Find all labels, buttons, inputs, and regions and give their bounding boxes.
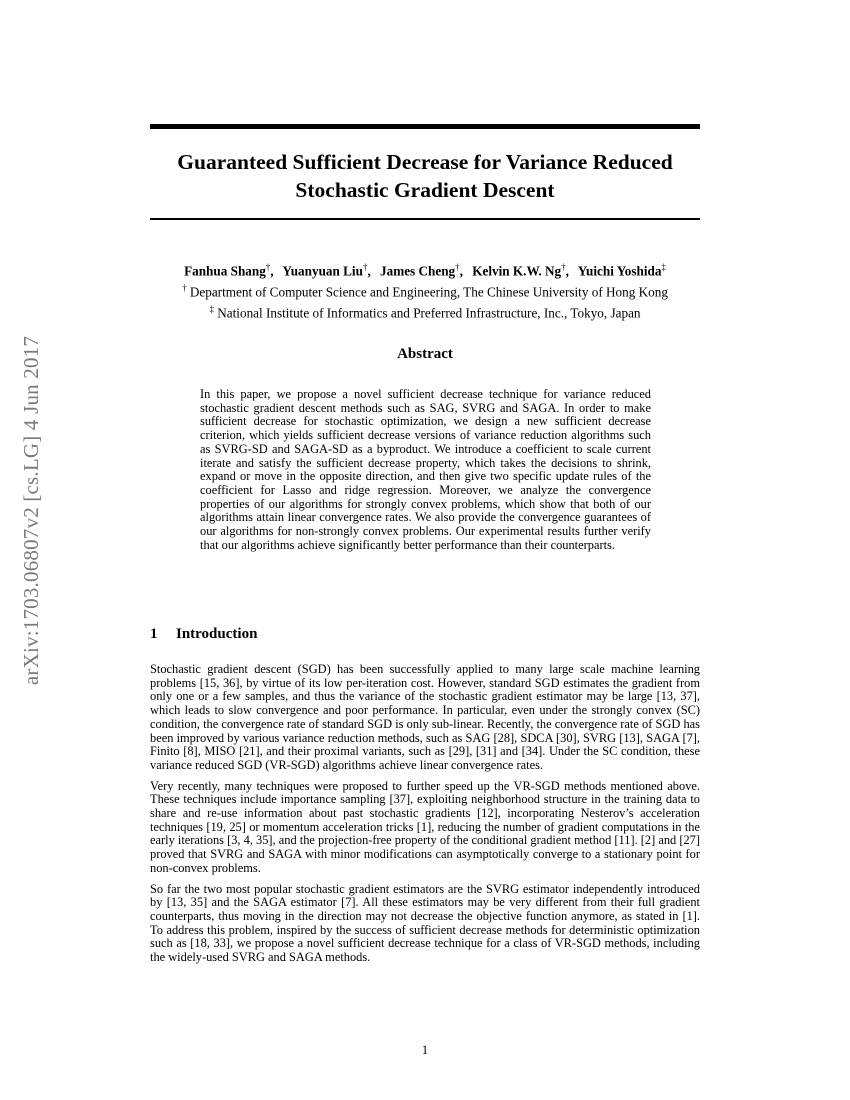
affiliation-text: Department of Computer Science and Engineering, The Chinese University of Hong Kong [189, 284, 668, 300]
paragraph: So far the two most popular stochastic gradient estimators are the SVRG estimator independently introduced by [13, 35] and the SAGA estimator [7]. All these estimators may be very different from their full gradient counterparts, thus moving in the direction may not decrease the objective function anymore, as stated in [1]. To address this problem, inspired by the success of sufficient decrease methods for deterministic optimization such as [18, 33], we propose a novel sufficient decrease technique for a class of VR-SGD methods, including the widely-used SVRG and SAGA methods. [150, 881, 700, 965]
paper-title-line-1: Guaranteed Sufficient Decrease for Variance Reduced [177, 150, 673, 174]
author-mark: † [362, 262, 368, 272]
paper-title [150, 148, 700, 204]
title-rule-top [150, 124, 700, 129]
affiliation-text: National Institute of Informatics and Preferred Infrastructure, Inc., Tokyo, Japan [217, 305, 641, 321]
author-mark: ‡ [661, 262, 666, 272]
section-body [150, 663, 700, 972]
affiliation-mark: † [182, 282, 187, 293]
paragraph: Very recently, many techniques were proposed to further speed up the VR-SGD methods mentioned above. These techniques include importance sampling [37], exploiting neighborhood structure in the training data to share and re-use information about past stochastic gradients [12], incorporating Nesterov’s acceleration techniques [19, 25] or momentum acceleration tricks [1], reducing the number of gradient computations in the early iterations [3, 4, 35], and the projection-free property of the conditional gradient method [11]. [2] and [27] proved that SVRG and SAGA with minor modifications can asymptotically converge to a stationary point for non-convex problems. [150, 778, 700, 875]
abstract-heading: Abstract [397, 346, 453, 362]
affiliation [150, 301, 700, 322]
author-name: Yuanyuan Liu [282, 263, 363, 279]
affiliation-mark: ‡ [209, 303, 214, 314]
affiliation [150, 280, 700, 301]
paragraph: Stochastic gradient descent (SGD) has been successfully applied to many large scale machine learning problems [15, 36], by virtue of its low per-iteration cost. However, standard SGD estimates the gradient from only one or a few samples, and thus the variance of the stochastic gradient estimator may be large [13, 37], which leads to slow convergence and poor performance. In particular, even under the strongly convex (SC) condition, the convergence rate of standard SGD is only sub-linear. Recently, the convergence rate of SGD has been improved by various variance reduction methods, such as SAG [28], SDCA [30], SVRG [13], SAGA [7], Finito [8], MISO [21], and their proximal variants, such as [29], [31] and [34]. Under the SC condition, these variance reduced SGD (VR-SGD) algorithms achieve linear convergence rates. [150, 662, 700, 772]
author-name: Kelvin K.W. Ng [472, 263, 562, 279]
author-name: Yuichi Yoshida [577, 263, 662, 279]
author-name: Fanhua Shang [184, 263, 266, 279]
abstract-text: In this paper, we propose a novel sufficient decrease technique for variance reduced stochastic gradient descent methods such as SAG, SVRG and SAGA. In order to make sufficient decrease for stochastic optimization, we design a new sufficient decrease criterion, which yields sufficient decrease versions of variance reduction algorithms such as SVRG-SD and SAGA-SD as a byproduct. We introduce a coefficient to scale current iterate and satisfy the sufficient decrease property, which takes the decisions to shrink, expand or move in the opposite direction, and then give two specific update rules of the coefficient for Lasso and ridge regression. Moreover, we analyze the convergence properties of our algorithms for strongly convex problems, which show that both of our algorithms attain linear convergence rates. We also provide the convergence guarantees of our algorithms for non-strongly convex problems. Our experimental results further verify that our algorithms achieve significantly better performance than their counterparts. [200, 387, 651, 552]
author-block [150, 259, 700, 322]
page-number: 1 [421, 1043, 429, 1057]
author-mark: † [265, 262, 271, 272]
section-title: Introduction [176, 626, 258, 642]
arxiv-stamp-text: arXiv:1703.06807v2 [cs.LG] 4 Jun 2017 [19, 335, 44, 685]
author-list: Fanhua Shang†, Yuanyuan Liu†, James Cheng†, Kelvin K.W. Ng†, Yuichi Yoshida‡ [184, 262, 666, 279]
author-mark: † [561, 262, 566, 272]
title-rule-bottom [150, 218, 700, 220]
author-name: James Cheng [380, 263, 456, 279]
section-heading [150, 626, 257, 643]
paper-title-line-2: Stochastic Gradient Descent [295, 178, 555, 202]
section-number: 1 [150, 626, 158, 642]
arxiv-stamp [8, 280, 56, 740]
author-mark: † [455, 262, 460, 272]
